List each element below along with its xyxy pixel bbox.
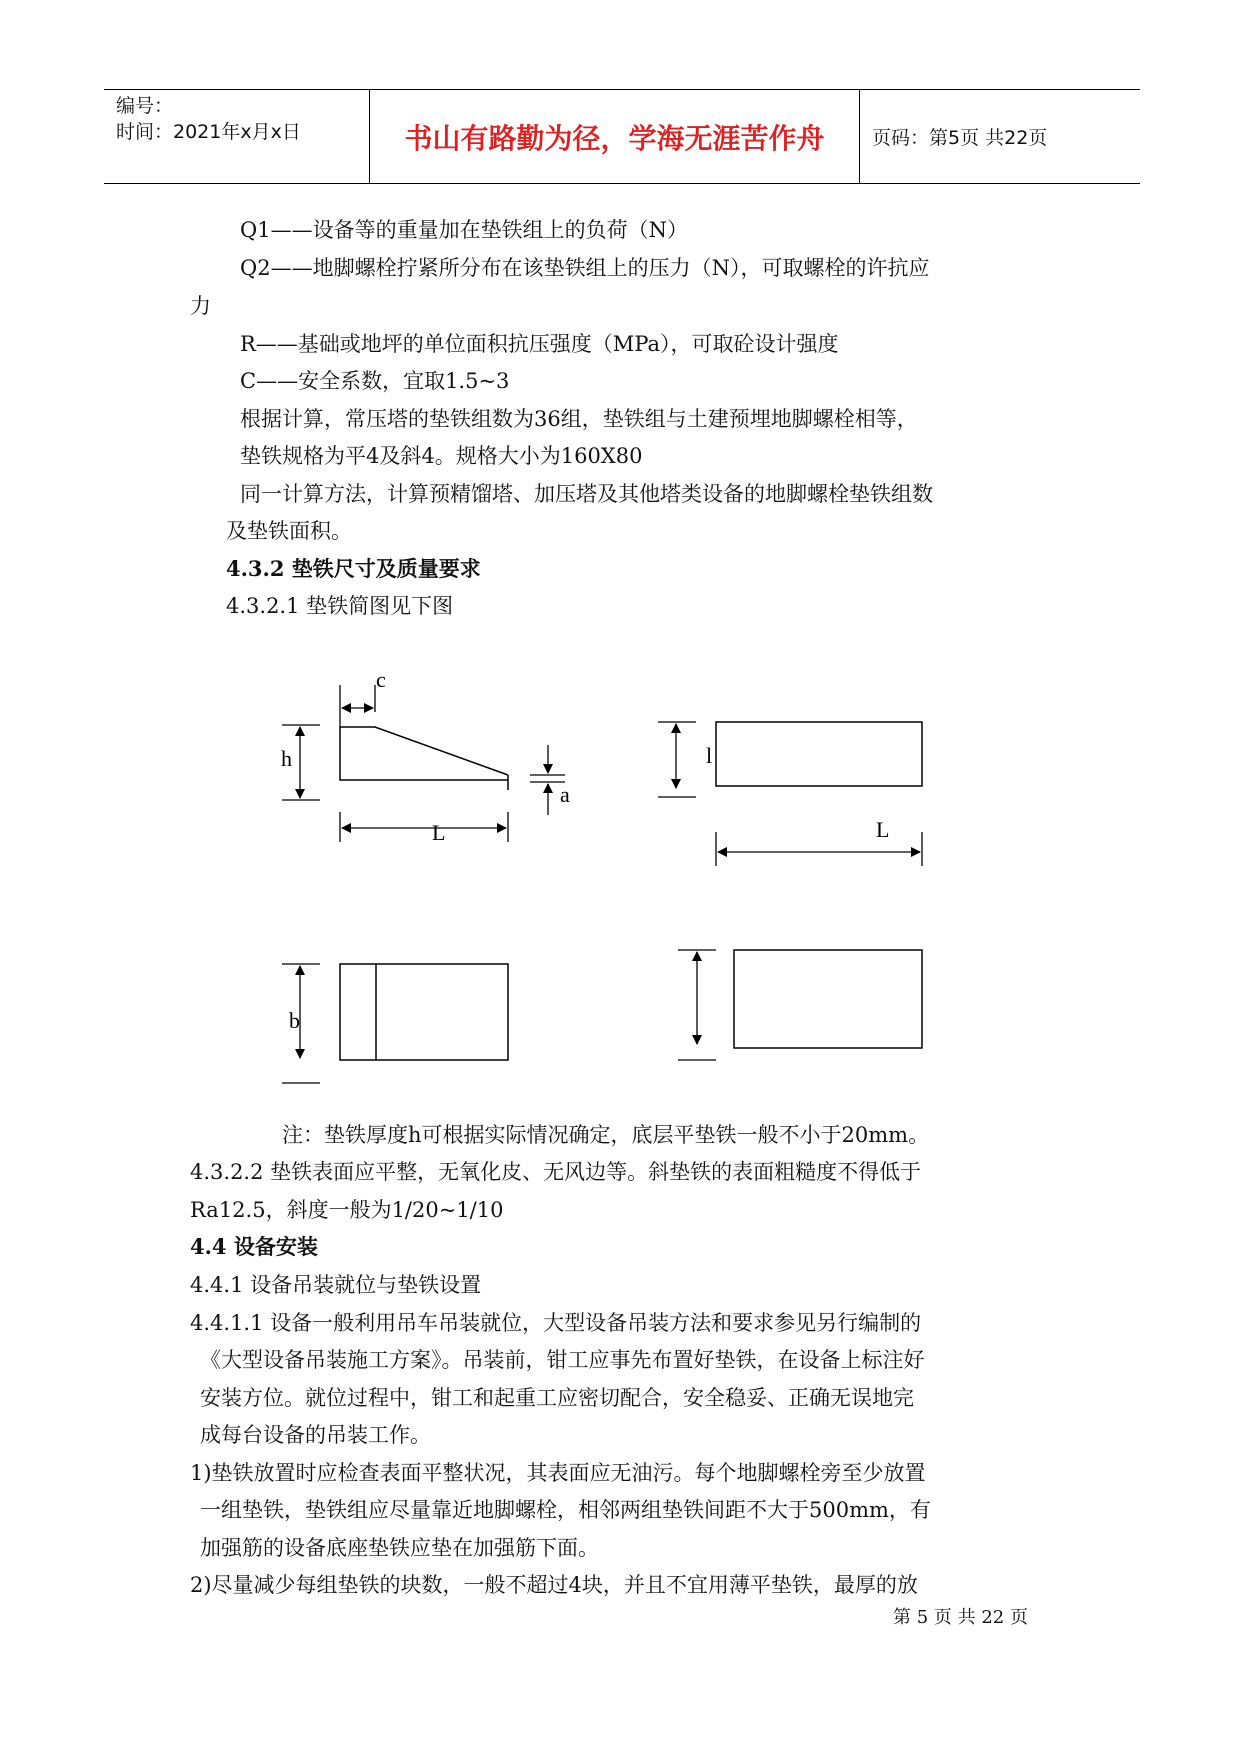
text-line: 垫铁规格为平4及斜4。规格大小为160X80 (240, 444, 643, 468)
text-line: 2)尽量减少每组垫铁的块数，一般不超过4块，并且不宜用薄平垫铁，最厚的放 (190, 1573, 918, 1597)
text-line: R——基础或地坪的单位面积抗压强度（MPa），可取砼设计强度 (240, 332, 839, 356)
label-L-left: L (432, 820, 446, 845)
dim-b (282, 964, 320, 1083)
section-heading: 4.4 设备安装 (190, 1234, 318, 1259)
text-line: 安装方位。就位过程中，钳工和起重工应密切配合，安全稳妥、正确无误地完 (200, 1386, 914, 1410)
label-c: c (376, 667, 386, 692)
dim-l-right (658, 722, 696, 797)
label-a: a (560, 782, 570, 807)
text-line: 根据计算，常压塔的垫铁组数为36组，垫铁组与土建预埋地脚螺栓相等， (240, 407, 918, 431)
label-L-right: L (876, 817, 890, 842)
text-line: 4.3.2.2 垫铁表面应平整，无氧化皮、无风边等。斜垫铁的表面粗糙度不得低于 (190, 1160, 922, 1184)
text-line: Q2——地脚螺栓拧紧所分布在该垫铁组上的压力（N），可取螺栓的许抗应 (240, 256, 930, 280)
dim-width-right (678, 950, 716, 1060)
text-line: Q1——设备等的重量加在垫铁组上的负荷（N） (240, 218, 688, 242)
text-line: 加强筋的设备底座垫铁应垫在加强筋下面。 (200, 1536, 599, 1560)
section-heading: 4.3.2 垫铁尺寸及质量要求 (226, 556, 481, 581)
text-line: 成每台设备的吊装工作。 (200, 1423, 431, 1447)
label-b: b (289, 1008, 300, 1033)
label-h: h (281, 746, 292, 771)
header-motto: 书山有路勤为径，学海无涯苦作舟 (404, 121, 825, 155)
dim-L-right (716, 832, 922, 866)
text-line: 力 (190, 294, 211, 318)
text-line: C——安全系数，宜取1.5~3 (240, 369, 510, 393)
dim-L-left (340, 812, 508, 842)
label-l-right: l (706, 743, 713, 768)
tapered-shim-side-view (340, 727, 508, 790)
dim-c (340, 685, 375, 727)
flat-shim-side-view (716, 722, 922, 786)
serial-label: 编号： (116, 95, 174, 117)
text-line: 同一计算方法，计算预精馏塔、加压塔及其他塔类设备的地脚螺栓垫铁组数 (240, 482, 933, 506)
figure-note: 注：垫铁厚度h可根据实际情况确定，底层平垫铁一般不小于20mm。 (282, 1123, 930, 1147)
text-line: 一组垫铁，垫铁组应尽量靠近地脚螺栓，相邻两组垫铁间距不大于500mm，有 (200, 1498, 931, 1522)
text-line: 及垫铁面积。 (226, 519, 352, 543)
tapered-shim-plan-view (340, 964, 508, 1060)
text-line: 《大型设备吊装施工方案》。吊装前，钳工应事先布置好垫铁，在设备上标注好 (200, 1348, 925, 1372)
flat-shim-plan-view (734, 950, 922, 1048)
text-line: 4.4.1 设备吊装就位与垫铁设置 (190, 1273, 482, 1297)
text-line: 4.3.2.1 垫铁简图见下图 (226, 594, 454, 618)
text-line: Ra12.5，斜度一般为1/20~1/10 (190, 1198, 504, 1222)
page-footer: 第 5 页 共 22 页 (893, 1607, 1028, 1628)
text-line: 4.4.1.1 设备一般利用吊车吊装就位，大型设备吊装方法和要求参见另行编制的 (190, 1311, 922, 1335)
text-line: 1)垫铁放置时应检查表面平整状况，其表面应无油污。每个地脚螺栓旁至少放置 (190, 1461, 926, 1485)
date-label: 时间：2021年x月x日 (116, 121, 301, 143)
header-page-label: 页码：第5页 共22页 (872, 127, 1048, 149)
